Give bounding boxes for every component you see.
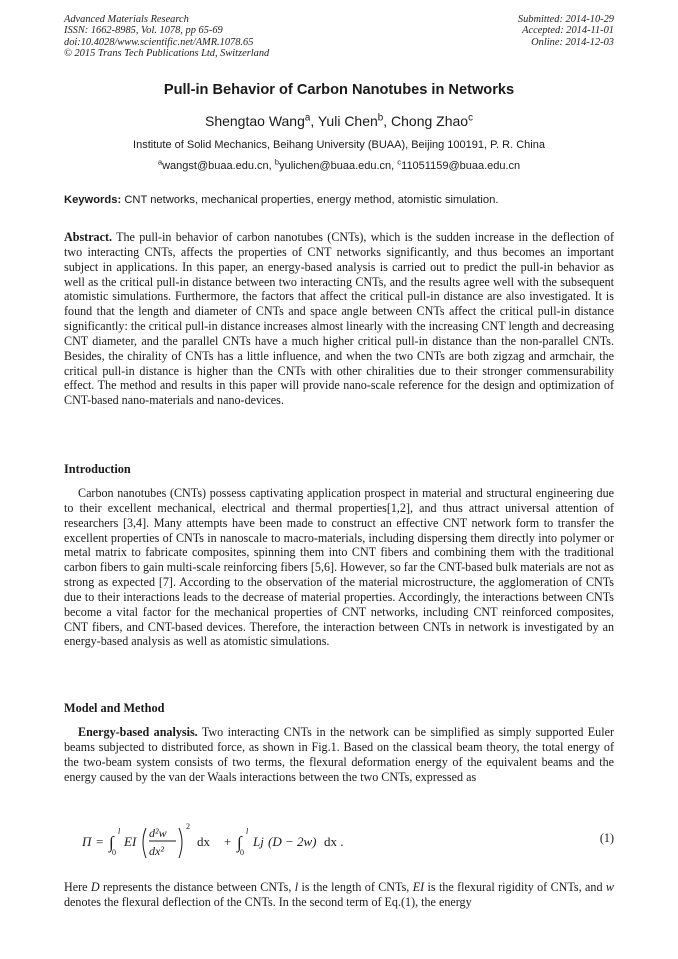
author-name: Shengtao Wang [204,113,305,129]
eq-dx-1: dx [197,834,210,849]
text-run: Here [64,880,91,894]
text-run: is the length of CNTs, [298,880,413,894]
abstract-text: The pull-in behavior of carbon nanotubes (CNTs), which is the sudden increase in the deflection of two interacting CNTs, affects the properties of CNT networks significantly, and thus becomes an important subject in applications. In this paper, an energy-based analysis is carried out to predict the pull-in behavior as well as the critical pull-in distance between two interacting CNTs, and the results agree well with the subsequent atomistic simulations. Furthermore, the factors that affect the critical pull-in distance are also investigated. It is found that the length and diameter of CNTs and space angle between CNTs affect the critical pull-in distance significantly: the critical pull-in distance increases almost linearly with the increasing CNT length and decreasing CNT diameter, and the parallel CNTs have a much higher critical pull-in distance than the non-parallel CNTs. Besides, the chirality of CNTs has a little influence, and when the two CNTs are both zigzag and armchair, the critical pull-in distance is higher than the CNTs with other chiralities due to their stronger commensurability effect. The method and results in this paper will provide nano-scale reference for the design and optimization of CNT-based nano-materials and nano-devices. [64,230,615,408]
journal-name: Advanced Materials Research [64,14,189,25]
eq-d2w: d²w [149,826,167,840]
email-superscript: c [397,157,402,167]
keywords-label: Keywords: [64,194,122,206]
email-superscript: b [274,157,280,167]
eq-power: 2 [186,822,190,831]
energy-subheading: Energy-based analysis. [78,725,198,739]
email-link[interactable]: wangst@buaa.edu.cn [162,160,269,172]
author-name: Yuli Chen [317,113,378,129]
eq-paren-open [143,828,146,858]
symbol-D: D [90,880,100,894]
submission-dates [374,14,614,48]
text-run: represents the distance between CNTs, [99,880,295,894]
introduction-heading: Introduction [64,462,131,476]
eq-lhs: Π [82,834,92,849]
symbol-w: w [605,880,614,894]
abstract [64,230,614,408]
keywords-text: CNT networks, mechanical properties, energy method, atomistic simulation. [124,194,499,206]
eq-upper-1: l [118,827,121,836]
introduction-paragraph: Carbon nanotubes (CNTs) possess captivating application prospect in material and structural engineering due to their excellent mechanical, electrical and thermal properties[1,2], and thus attract universal attention of researchers [3,4]. Many attempts have been made to construct an effective CNT network form to transfer the excellent properties of CNTs in nanoscale to macro-materials, including dispersing them directly into polymer or metal matrix to fabricate composites, spinning them into CNT fibers and combining them with the traditional carbon fibers to gain multi-scale reinforcing fibers [5,6]. However, so far the CNT-based bulk materials are not as strong as expected [7]. According to the observation of the material microstructure, the agglomeration of CNTs due to their interactions leads to the decrease of material properties. Accordingly, the interactions between CNTs become a vital factor for the mechanical properties of CNT networks, including CNT reinforced composites, CNT fibers, and CNT-based devices. Therefore, the interaction between CNTs in network is investigated by an energy-based analysis as well as atomistic simulations. [64,486,614,649]
energy-text: Two interacting CNTs in the network can be simplified as simply supported Euler beams subjected to distributed force, as shown in Fig.1. Based on the classical beam theory, the total energy of the two-beam system consists of two terms, the flexural deformation energy of the equivalent beams and the energy caused by the van der Waals interactions between the two CNTs, expressed as [64,725,614,784]
eq-Lj: Lj [253,834,264,849]
copyright-line: © 2015 Trans Tech Publications Ltd, Switzerland [64,48,270,60]
eq-argument: (D − 2w) [268,834,317,849]
journal-info [64,14,364,60]
energy-paragraph [64,725,614,784]
eq-dx2: dx² [149,844,164,858]
eq-dx-2: dx . [324,834,344,849]
eq-integral-1: ∫ [109,833,114,852]
equation-graphic [64,812,544,867]
submitted-date: Submitted: 2014-10-29 [517,14,614,25]
symbol-l: l [294,880,299,894]
equation-explanation [64,880,614,910]
author-superscript: b [377,112,384,124]
eq-lower-2: 0 [240,848,244,857]
email-superscript: a [157,157,163,167]
eq-plus: + [224,834,232,849]
keywords [64,194,614,206]
equation-number: (1) [599,831,614,845]
eq-equals: = [96,834,104,849]
equation-1 [64,812,614,867]
eq-integral-2: ∫ [237,833,242,852]
online-date: Online: 2014-12-03 [531,36,614,48]
eq-lower-1: 0 [112,848,116,857]
accepted-date: Accepted: 2014-11-01 [522,25,614,37]
doi-line: doi:10.4028/www.scientific.net/AMR.1078.65 [64,36,254,48]
symbol-EI: EI [412,880,425,894]
author-list: Shengtao Wang$^a$, Yuli Chen$^b$, Chong Zhao$^c$ [204,112,473,129]
text-run: denotes the flexural deflection of the CNTs. In the second term of Eq.(1), the energy [64,894,472,909]
paper-title: Pull-in Behavior of Carbon Nanotubes in Networks [163,82,515,98]
author-superscript: c [468,112,473,124]
eq-paren-close [179,828,182,858]
issn-line: ISSN: 1662-8985, Vol. 1078, pp 65-69 [64,25,223,37]
abstract-label: Abstract. [64,230,113,244]
author-name: Chong Zhao [391,113,469,129]
email-link[interactable]: 11051159@buaa.edu.cn [401,160,521,172]
model-heading: Model and Method [64,701,165,715]
email-link[interactable]: yulichen@buaa.edu.cn [279,160,392,172]
affiliation: Institute of Solid Mechanics, Beihang University (BUAA), Beijing 100191, P. R. China [133,139,545,151]
eq-EI: EI [124,834,137,849]
eq-upper-2: l [246,827,249,836]
author-superscript: a [304,112,311,124]
text-run: is the flexural rigidity of CNTs, and [424,880,606,894]
email-list: $^a$wangst@buaa.edu.cn, $^b$yulichen@buaa.edu.cn, $^c$11051159@buaa.edu.cn [157,157,521,172]
